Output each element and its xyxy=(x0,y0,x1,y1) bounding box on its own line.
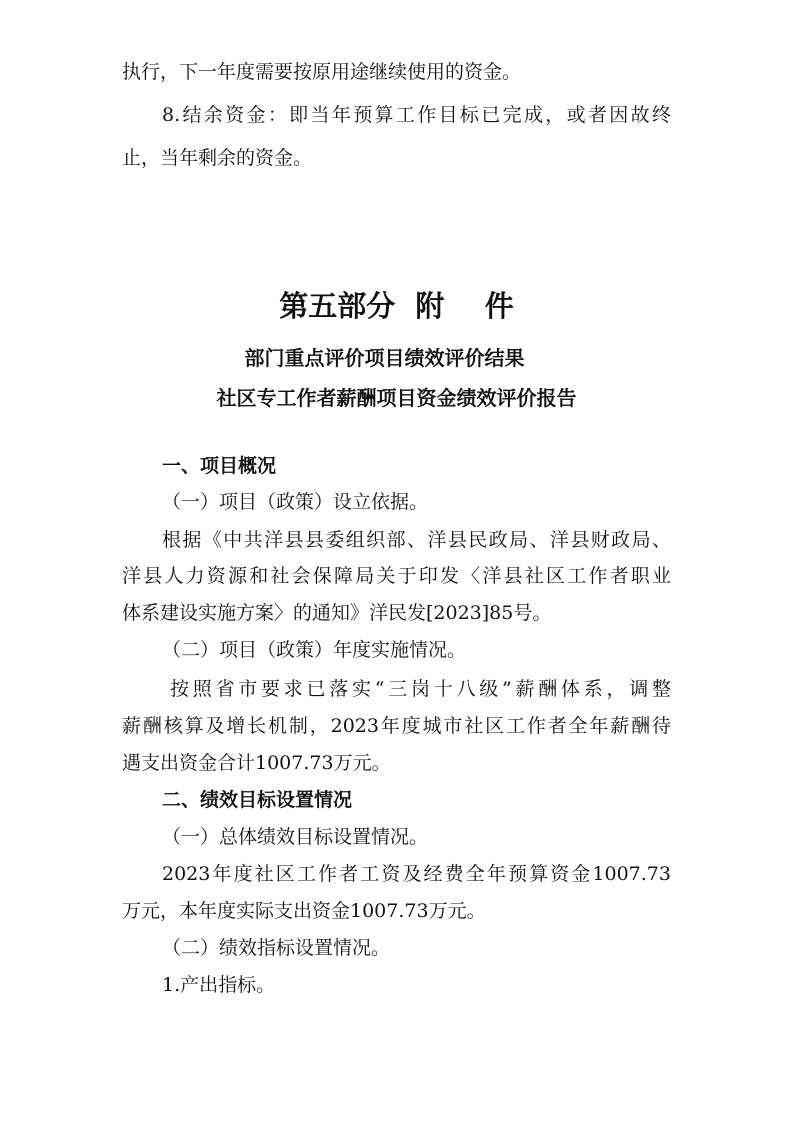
paragraph-line: 体系建设实施方案〉的通知》洋民发[2023]85号。 xyxy=(122,602,552,624)
report-title: 社区专工作者薪酬项目资金绩效评价报告 xyxy=(216,386,577,410)
part-title: 第五部分 附 件 xyxy=(279,289,514,323)
paragraph-line: 根据《中共洋县县委组织部、洋县民政局、洋县财政局、 xyxy=(162,529,671,551)
text-line: 止，当年剩余的资金。 xyxy=(122,147,313,169)
paragraph-line: 2023年度社区工作者工资及经费全年预算资金1007.73 xyxy=(162,863,671,885)
subsection-heading: （一）总体绩效目标设置情况。 xyxy=(162,826,429,848)
text-line: 8.结余资金：即当年预算工作目标已完成，或者因故终 xyxy=(162,104,671,126)
section-heading: 二、绩效目标设置情况 xyxy=(162,789,353,811)
paragraph-line: 万元，本年度实际支出资金1007.73万元。 xyxy=(122,900,486,922)
section-heading: 一、项目概况 xyxy=(162,455,277,477)
report-subtitle: 部门重点评价项目绩效评价结果 xyxy=(244,346,525,370)
subsection-heading: （一）项目（政策）设立依据。 xyxy=(162,491,429,513)
text-line: 执行，下一年度需要按原用途继续使用的资金。 xyxy=(122,61,522,83)
subsection-heading: （二）绩效指标设置情况。 xyxy=(162,937,391,959)
list-item: 1.产出指标。 xyxy=(162,974,276,996)
paragraph-line: 洋县人力资源和社会保障局关于印发〈洋县社区工作者职业 xyxy=(122,565,671,587)
paragraph-line: 遇支出资金合计1007.73万元。 xyxy=(122,752,391,774)
paragraph-line: 薪酬核算及增长机制，2023年度城市社区工作者全年薪酬待 xyxy=(122,715,671,737)
paragraph-line: 按照省市要求已落实“三岗十八级”薪酬体系，调整 xyxy=(170,678,671,700)
subsection-heading: （二）项目（政策）年度实施情况。 xyxy=(162,639,467,661)
